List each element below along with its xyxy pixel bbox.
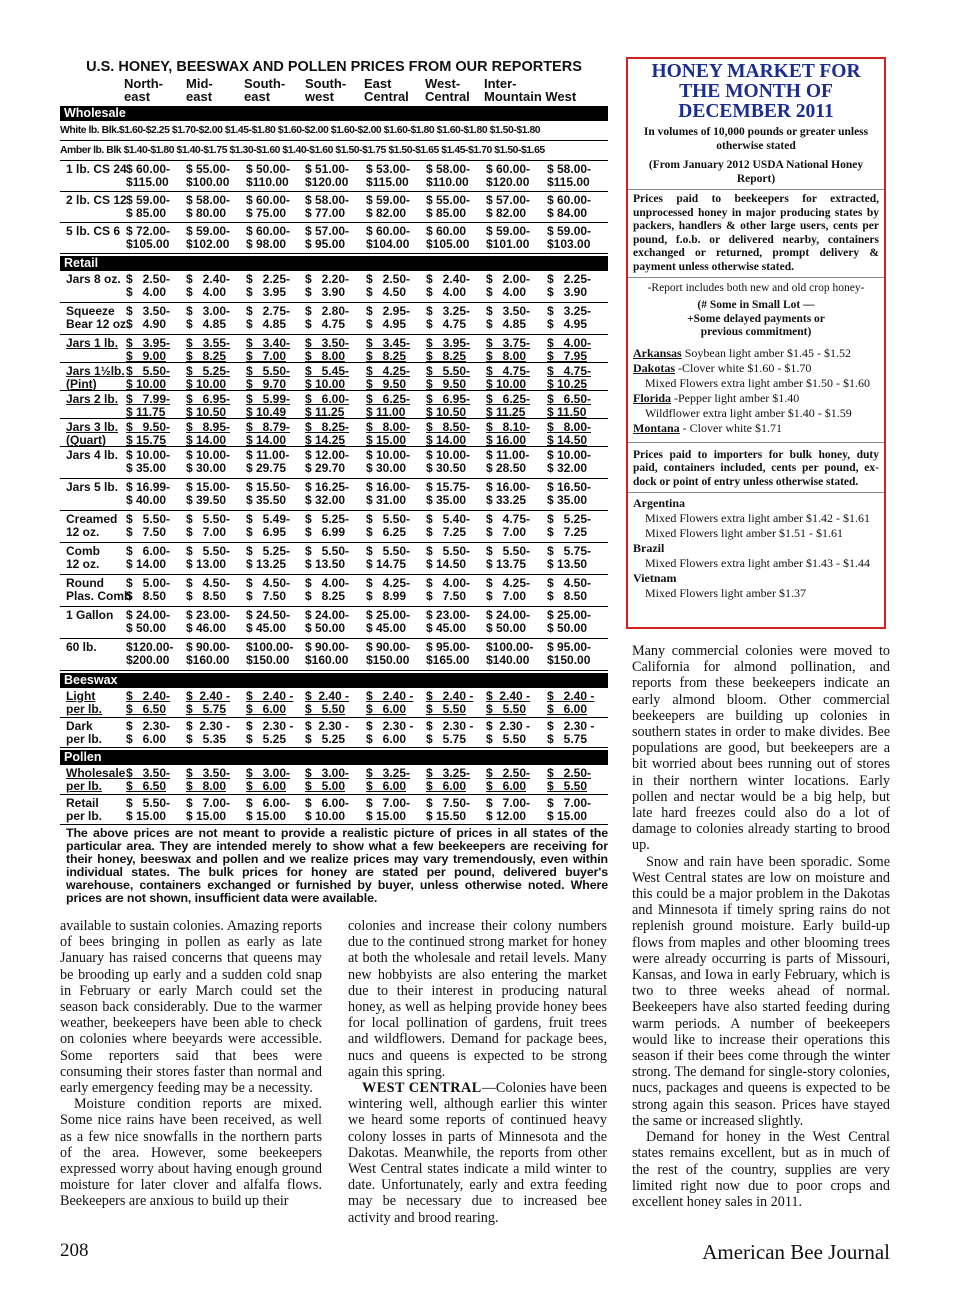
row-label: Round Plas. Comb [66,576,132,603]
table-row [60,419,608,447]
price-cell: $ 24.50- $ 45.00 [246,608,291,635]
market-title: HONEY MARKET FOR THE MONTH OF DECEMBER 2011 [651,61,861,122]
row-label: Comb 12 oz. [66,544,100,571]
paragraph: available to sustain colonies. Amazing reports of bees bringing in pollen as early as late January has raised concerns that queens may be brooding up early and a sudden cold snap in February or early March could set the season back considerably. Due to the warmer weather, beekeepers have been able to check on colonies where beeyards were accessible. Some reporters said that bees were consuming their stores faster than normal and early emergency feeding may be a necessity. [60,918,322,1097]
price-cell: $ 60.00- $104.00 [366,224,411,251]
table-row [60,479,608,511]
price-cell: $ 60.00- $ 84.00 [547,193,592,220]
section-wholesale: Wholesale [60,106,608,121]
table-row [60,639,608,671]
price-cell: $ 2.40 - $ 6.00 [547,689,595,716]
price-cell: $ 24.00- $ 50.00 [486,608,531,635]
price-cell: $ 3.00- $ 5.00 [305,766,350,793]
price-cell: $ 3.50- $ 8.00 [186,766,231,793]
price-cell: $ 57.00- $ 82.00 [486,193,531,220]
price-cell: $ 6.25- $ 11.00 [366,392,411,419]
import-price-line: Mixed Flowers light amber $1.51 - $1.61 [645,526,843,540]
row-label: 1 Gallon [66,608,114,622]
article-column-3 [632,643,890,1210]
price-cell: $ 2.40 - $ 6.00 [366,689,414,716]
price-cell: $ 95.00- $165.00 [426,640,471,667]
price-cell: $ 3.25- $ 4.75 [426,304,471,331]
import-intro: Prices paid to importers for bulk honey, duty paid, containers included, cents per pound, ex-dock or point of entry unless otherwise stated. [633,448,879,488]
price-cell: $ 4.75- $ 7.00 [486,512,531,539]
table-row [60,607,608,639]
price-cell: $ 58.00- $110.00 [426,162,471,189]
table-row [60,223,608,254]
price-cell: $ 60.00 $105.00 [426,224,470,251]
region-header: East Central [364,76,409,104]
price-cell: $ 58.00- $115.00 [547,162,592,189]
price-cell: $ 7.99- $ 11.75 [126,392,171,419]
price-cell: $100.00- $150.00 [246,640,294,667]
country-name: Brazil [633,541,665,555]
price-cell: $ 2.50- $ 5.50 [547,766,592,793]
price-cell: $ 8.79- $ 14.00 [246,420,291,447]
state-price-text: -Clover white $1.60 - $1.70 [675,360,812,375]
price-cell: $ 5.75- $ 13.50 [547,544,592,571]
price-cell: $ 5.50- $ 13.50 [305,544,350,571]
state-price-line [633,421,879,436]
price-cell: $ 55.00- $ 85.00 [426,193,471,220]
import-price-line: Mixed Flowers extra light amber $1.43 - $1.44 [645,556,870,570]
import-price-line: Mixed Flowers extra light amber $1.42 - $1.61 [645,511,870,525]
price-cell: $ 5.50- $ 7.00 [186,512,231,539]
price-cell: $ 16.50- $ 35.00 [547,480,592,507]
price-cell: $ 5.25- $ 6.99 [305,512,350,539]
price-cell: $ 8.00- $ 15.00 [366,420,411,447]
price-cell: $ 5.50- $ 15.00 [126,796,171,823]
paragraph: Moisture condition reports are mixed. Some nice rains have been received, as well as a few nice snowfalls in the northern parts of the area. However, some beekeepers expressed worry about having enough ground moisture for later clover and alfalfa flows. Beekeepers are anxious to build up their [60,1096,322,1210]
price-cell: $ 16.25- $ 32.00 [305,480,350,507]
paragraph-text: —Colonies have been wintering well, although earlier this winter we heard some reports of continued heavy colony losses in parts of Minnesota and the Dakotas. Meanwhile, the reports from other West Central states indicate a mild winter to date. Unfortunately, early and extra feeding may be necessary due to increased bee activity and brood rearing. [348,1080,607,1226]
price-cell: $ 4.25- $ 9.50 [366,364,411,391]
bulk-prices [60,121,608,161]
price-cell: $ 3.50- $ 8.00 [305,336,350,363]
price-cell: $ 3.50- $ 4.85 [486,304,531,331]
price-cell: $ 5.50- $ 13.75 [486,544,531,571]
price-cell: $ 9.50- $ 15.75 [126,420,171,447]
price-cell: $ 4.00- $ 8.25 [305,576,350,603]
price-cell: $ 3.25- $ 6.00 [426,766,471,793]
price-cell: $ 15.50- $ 35.50 [246,480,291,507]
price-cell: $ 59.00- $101.00 [486,224,531,251]
divider [628,442,884,443]
article-column-1 [60,918,322,1210]
table-row [60,391,608,419]
price-cell: $ 7.00- $ 15.00 [186,796,231,823]
bulk-price-row: White lb. Blk.$1.60-$2.25 $1.70-$2.00 $1.45-$1.80 $1.60-$2.00 $1.60-$2.00 $1.60-$1.80 $1.60-$1.80 $1.50-$1.80 [60,121,608,141]
price-cell: $ 11.00- $ 29.75 [246,448,290,475]
row-label: Wholesale per lb. [66,766,126,793]
price-cell: $ 11.00- $ 28.50 [486,448,530,475]
price-cell: $ 2.50- $ 4.50 [366,272,411,299]
price-cell: $ 3.40- $ 7.00 [246,336,291,363]
region-headers [60,76,608,104]
region-header: West- Central [425,76,470,104]
price-cell: $ 8.25- $ 14.25 [305,420,350,447]
price-cell: $120.00- $200.00 [126,640,174,667]
row-label: 60 lb. [66,640,97,654]
price-cell: $ 10.00- $ 32.00 [547,448,592,475]
table-row [60,192,608,223]
price-cell: $ 2.50- $ 4.00 [126,272,171,299]
state-price-text: -Pepper light amber $1.40 [671,390,800,405]
region-header: South- east [244,76,286,104]
price-cell: $ 25.00- $ 50.00 [547,608,592,635]
price-cell: $ 4.25- $ 8.99 [366,576,411,603]
state-name: Arkansas [633,345,682,360]
row-label: 2 lb. CS 12 [66,193,127,207]
row-label: 1 lb. CS 24 [66,162,127,176]
price-cell: $ 3.75- $ 8.00 [486,336,531,363]
price-cell: $ 7.00- $ 12.00 [486,796,531,823]
table-note: The above prices are not meant to provide a realistic picture of prices in all states of the particular area. They are intended merely to show what a few beekeepers are receiving for their honey, beeswax and pollen and we realize prices may vary tremendously, even within individual states. The bulk prices for honey are stated per pound, delivered buyer's warehouse, containers exchanged or furnished by buyer, unless otherwise noted. Where prices are not shown, insufficient data were available. [66,826,608,905]
price-cell: $ 23.00- $ 45.00 [426,608,471,635]
price-cell: $ 2.40 - $ 5.75 [186,689,231,716]
price-cell: $ 6.95- $ 10.50 [426,392,471,419]
price-cell: $ 58.00- $ 77.00 [305,193,350,220]
price-cell: $ 6.00- $ 15.00 [246,796,291,823]
table-row [60,765,608,795]
price-cell: $ 57.00- $ 95.00 [305,224,350,251]
price-cell: $ 2.25- $ 3.95 [246,272,291,299]
price-cell: $ 10.00- $ 35.00 [126,448,171,475]
region-header: Mid- east [186,76,213,104]
price-cell: $ 4.50- $ 7.50 [246,576,291,603]
price-cell: $ 10.00- $ 30.00 [366,448,411,475]
state-price-text: Wildflower extra light amber $1.40 - $1.59 [645,405,852,420]
table-title: U.S. HONEY, BEESWAX AND POLLEN PRICES FROM OUR REPORTERS [86,59,582,75]
journal-name: American Bee Journal [702,1240,890,1264]
price-cell: $ 2.20- $ 3.90 [305,272,350,299]
table-row [60,271,608,303]
row-label: Jars 1 lb. [66,336,119,350]
price-cell: $ 23.00- $ 46.00 [186,608,231,635]
article-column-2 [348,918,607,1226]
price-cell: $ 2.95- $ 4.95 [366,304,411,331]
domestic-intro: Prices paid to beekeepers for extracted, unprocessed honey in major producing states by packers, handlers & other large users, cents per pound, f.o.b. or delivered nearby, containers exchanged or returned, prompt delivery & payment unless otherwise stated. [633,193,879,273]
price-cell: $ 2.30 - $ 5.25 [246,719,294,746]
price-cell: $ 60.00- $ 98.00 [246,224,291,251]
price-cell: $ 3.25- $ 4.95 [547,304,592,331]
price-table [60,58,608,905]
price-cell: $ 3.00- $ 4.85 [186,304,231,331]
price-cell: $ 90.00- $160.00 [186,640,231,667]
price-cell: $ 2.40 - $ 5.50 [426,689,474,716]
price-cell: $ 4.75- $ 10.25 [547,364,592,391]
price-cell: $ 2.40 - $ 6.00 [246,689,294,716]
row-label: Jars 3 lb. (Quart) [66,420,119,447]
page-number: 208 [60,1240,89,1261]
price-cell: $ 2.80- $ 4.75 [305,304,350,331]
price-cell: $ 5.25- $ 13.25 [246,544,291,571]
paragraph [348,1080,607,1226]
section-heading: WEST CENTRAL [362,1080,482,1097]
state-name: Florida [633,390,671,405]
price-cell: $ 8.95- $ 14.00 [186,420,231,447]
row-label: Squeeze Bear 12 oz. [66,304,130,331]
price-cell: $ 3.95- $ 8.25 [426,336,471,363]
price-cell: $ 51.00- $120.00 [305,162,350,189]
row-label: Jars 5 lb. [66,480,119,494]
price-cell: $ 5.00- $ 8.50 [126,576,171,603]
price-cell: $ 2.30- $ 6.00 [126,719,171,746]
price-cell: $ 6.00- $ 10.00 [305,796,350,823]
price-cell: $ 2.40 - $ 5.50 [486,689,531,716]
table-row [60,543,608,575]
price-cell: $ 10.00- $ 30.00 [186,448,231,475]
price-cell: $ 2.25- $ 3.90 [547,272,592,299]
price-cell: $ 2.30 - $ 5.75 [547,719,595,746]
table-row [60,363,608,391]
row-label: Light per lb. [66,689,103,716]
row-label: 5 lb. CS 6 [66,224,121,238]
price-cell: $ 15.75- $ 35.00 [426,480,471,507]
price-cell: $ 6.25- $ 11.25 [486,392,531,419]
row-label: Dark per lb. [66,719,103,746]
report-note: -Report includes both new and old crop honey- [647,282,865,294]
price-cell: $ 6.50- $ 11.50 [547,392,592,419]
price-cell: $ 59.00- $ 82.00 [366,193,411,220]
price-cell: $ 3.55- $ 8.25 [186,336,231,363]
row-label: Jars 4 lb. [66,448,119,462]
price-cell: $ 3.25- $ 6.00 [366,766,411,793]
price-cell: $ 3.00- $ 6.00 [246,766,291,793]
price-cell: $ 2.40- $ 4.00 [186,272,231,299]
paragraph: colonies and increase their colony numbers due to the continued strong market for honey at both the wholesale and retail levels. Many new hobbyists are also entering the market due to their interest in producing natural honey, as well as helping provide honey bees for local pollination of gardens, fruit trees and wildflowers. Demand for package bees, nucs and queens is expected to be strong again this spring. [348,918,607,1080]
price-cell: $ 16.00- $ 31.00 [366,480,411,507]
price-cell: $ 58.00- $ 80.00 [186,193,231,220]
state-name: Dakotas [633,360,676,375]
state-price-line [633,391,879,406]
state-price-text: - Clover white $1.71 [679,420,782,435]
price-cell: $ 8.50- $ 14.00 [426,420,471,447]
price-cell: $ 5.25- $ 10.00 [186,364,231,391]
table-row [60,688,608,718]
country-name: Vietnam [633,571,677,585]
price-cell: $ 59.00- $ 85.00 [126,193,171,220]
table-row [60,303,608,335]
table-row [60,335,608,363]
price-cell: $ 50.00- $110.00 [246,162,291,189]
row-label: Creamed 12 oz. [66,512,118,539]
state-price-text: Mixed Flowers extra light amber $1.50 - $1.60 [645,375,870,390]
volumes-note: In volumes of 10,000 pounds or greater unless otherwise stated [643,126,869,152]
price-cell: $ 7.50- $ 15.50 [426,796,471,823]
price-cell: $ 2.30 - $ 5.75 [426,719,474,746]
table-row [60,575,608,607]
price-cell: $ 2.30 - $ 5.50 [486,719,531,746]
price-cell: $ 60.00- $115.00 [126,162,171,189]
price-cell: $ 12.00- $ 29.70 [305,448,350,475]
state-price-line [633,406,879,421]
price-cell: $ 16.00- $ 33.25 [486,480,531,507]
price-cell: $ 5.50- $ 14.75 [366,544,411,571]
price-cell: $ 5.99- $ 10.49 [246,392,291,419]
price-cell: $ 5.40- $ 7.25 [426,512,471,539]
region-header: North- east [124,76,163,104]
price-cell: $ 10.00- $ 30.50 [426,448,471,475]
state-price-line [633,361,879,376]
state-price-line [633,346,879,361]
price-cell: $ 60.00- $ 75.00 [246,193,291,220]
state-name: Montana [633,420,680,435]
price-cell: $ 5.50- $ 9.70 [246,364,291,391]
price-cell: $ 4.25- $ 7.00 [486,576,531,603]
country-name: Argentina [633,496,685,510]
price-cell: $ 2.00- $ 4.00 [486,272,531,299]
price-cell: $ 24.00- $ 50.00 [305,608,350,635]
import-prices [633,496,879,601]
price-cell: $ 3.45- $ 8.25 [366,336,411,363]
table-row [60,511,608,543]
price-cell: $ 2.40 - $ 5.50 [305,689,350,716]
retail-rows [60,271,608,671]
wholesale-rows [60,161,608,254]
divider [628,277,884,278]
price-cell: $ 55.00- $100.00 [186,162,231,189]
price-cell: $ 5.50- $ 14.50 [426,544,471,571]
state-price-line [633,376,879,391]
price-cell: $ 5.50- $ 10.00 [126,364,171,391]
section-beeswax: Beeswax [60,673,608,688]
honey-market-box [626,57,886,629]
row-label: Retail per lb. [66,796,103,823]
price-cell: $ 7.00- $ 15.00 [547,796,592,823]
price-cell: $ 6.00- $ 14.00 [126,544,171,571]
state-prices [633,346,879,436]
price-cell: $ 5.50- $ 9.50 [426,364,471,391]
divider [628,492,884,493]
price-cell: $ 16.99- $ 40.00 [126,480,171,507]
price-cell: $ 4.00- $ 7.50 [426,576,471,603]
price-cell: $ 59.00- $103.00 [547,224,592,251]
price-cell: $ 4.50- $ 8.50 [186,576,231,603]
table-row [60,795,608,825]
price-cell: $ 72.00- $105.00 [126,224,171,251]
price-cell: $ 90.00- $160.00 [305,640,350,667]
paragraph: Snow and rain have been sporadic. Some West Central states are low on moisture and this could be a major problem in the Dakotas and Minnesota if timely spring rains do not replenish ground moisture. Early build-up flows from maples and other blooming trees were already occurring is parts of Missouri, Kansas, and Iowa in early February, which is two to three weeks ahead of normal. Beekeepers have also started feeding during warm periods. A number of beekeepers would like to increase their operations this season if their bees come through the winter strong. The demand for single-story colonies, nucs, packages and queens is expected to be strong again this season. Prices have stayed the same or increased slightly. [632,853,890,1129]
price-cell: $ 6.95- $ 10.50 [186,392,231,419]
price-cell: $ 95.00- $150.00 [547,640,592,667]
price-cell: $ 3.95- $ 9.00 [126,336,171,363]
price-cell: $ 2.40- $ 6.50 [126,689,171,716]
section-retail: Retail [60,256,608,271]
price-cell: $ 2.40- $ 4.00 [426,272,471,299]
state-price-text: Soybean light amber $1.45 - $1.52 [681,345,851,360]
table-row [60,161,608,192]
paragraph: Demand for honey in the West Central states remains excellent, but as in much of the rest of the country, supplies are very limited right now due to poor crops and excellent honey sales in 2011. [632,1129,890,1210]
price-cell: $ 59.00- $102.00 [186,224,231,251]
price-cell: $ 6.00- $ 11.25 [305,392,350,419]
price-cell: $ 4.50- $ 8.50 [547,576,592,603]
import-price-line: Mixed Flowers light amber $1.37 [645,586,806,600]
price-cell: $ 4.75- $ 10.00 [486,364,531,391]
price-cell: $ 3.50- $ 4.90 [126,304,171,331]
pollen-rows [60,765,608,825]
price-cell: $ 7.00- $ 15.00 [366,796,411,823]
price-cell: $ 4.00- $ 7.95 [547,336,592,363]
section-pollen: Pollen [60,750,608,765]
price-cell: $ 5.25- $ 7.25 [547,512,592,539]
price-cell: $ 5.50- $ 7.50 [126,512,171,539]
price-cell: $ 53.00- $115.00 [366,162,411,189]
price-cell: $ 3.50- $ 6.50 [126,766,171,793]
report-source: (From January 2012 USDA National Honey Report) [648,159,864,185]
price-cell: $ 2.75- $ 4.85 [246,304,291,331]
price-cell: $ 5.50- $ 13.00 [186,544,231,571]
price-cell: $ 25.00- $ 45.00 [366,608,411,635]
price-cell: $ 5.50- $ 6.25 [366,512,411,539]
beeswax-rows [60,688,608,748]
price-cell: $ 24.00- $ 50.00 [126,608,171,635]
price-cell: $ 15.00- $ 39.50 [186,480,231,507]
price-cell: $ 60.00- $120.00 [486,162,531,189]
row-label: Jars 1½lb. (Pint) [66,364,125,391]
row-label: Jars 2 lb. [66,392,119,406]
price-cell: $ 5.45- $ 10.00 [305,364,350,391]
price-cell: $100.00- $140.00 [486,640,534,667]
region-header: South- west [305,76,347,104]
region-header: Inter- Mountain West [484,76,577,104]
divider [628,189,884,190]
price-cell: $ 90.00- $150.00 [366,640,411,667]
price-cell: $ 8.00- $ 14.50 [547,420,592,447]
price-cell: $ 2.50- $ 6.00 [486,766,531,793]
price-cell: $ 2.30 - $ 5.35 [186,719,231,746]
table-row [60,447,608,479]
row-label: Jars 8 oz. [66,272,121,286]
price-cell: $ 5.49- $ 6.95 [246,512,291,539]
paragraph: Many commercial colonies were moved to California for almond pollination, and reports from these beekeepers indicate an early almond bloom. Other commercial beekeepers are building up colonies in southern states in order to make divides. Bee populations are good, but beekeepers are a bit worried about bees running out of stores in their northern winter locations. Early pollen and nectar would be a big help, but late hard freezes could also do a lot of damage to colonies already starting to brood up. [632,643,890,854]
price-cell: $ 8.10- $ 16.00 [486,420,531,447]
bulk-price-row: Amber lb. Blk $1.40-$1.80 $1.40-$1.75 $1.30-$1.60 $1.40-$1.60 $1.50-$1.75 $1.50-$1.65 $1.45-$1.70 $1.50-$1.65 [60,141,608,161]
table-row [60,718,608,748]
lot-note: (# Some in Small Lot — +Some delayed payments or previous commitment) [687,299,825,338]
price-cell: $ 2.30 - $ 5.25 [305,719,350,746]
price-cell: $ 2.30 - $ 6.00 [366,719,414,746]
